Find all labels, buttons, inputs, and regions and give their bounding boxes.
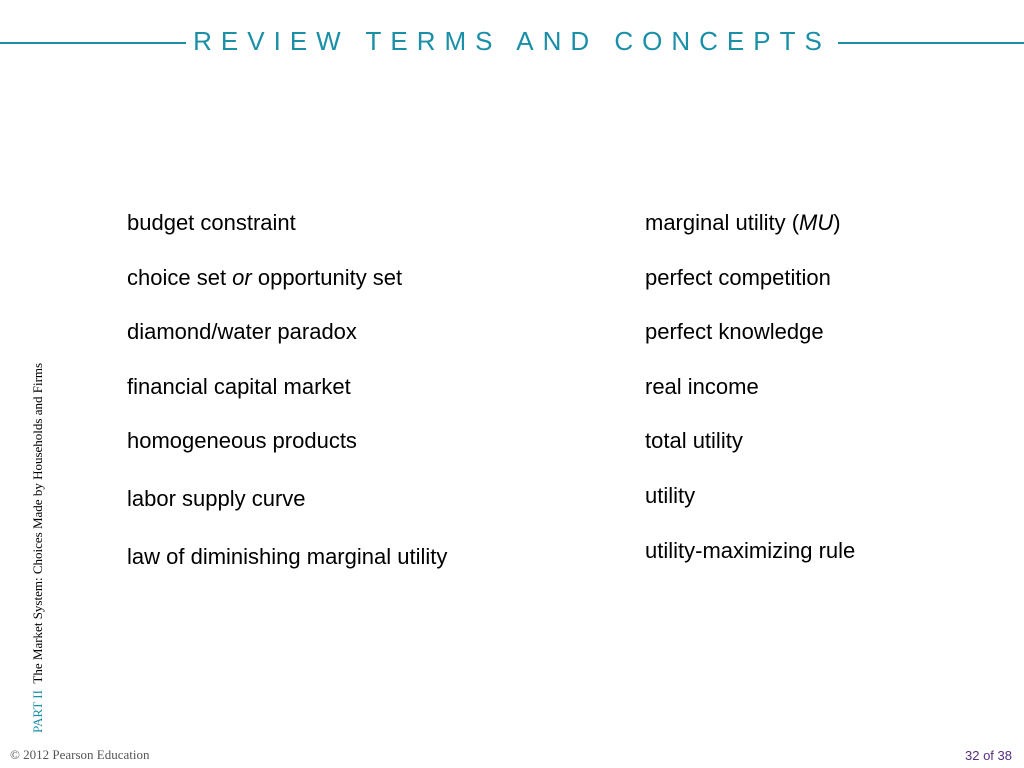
term-budget-constraint: budget constraint [127,210,296,235]
page-number: 32 of 38 [965,748,1012,763]
side-caption [30,363,46,733]
term-marginal-utility-pre: marginal utility ( [645,210,800,235]
term-utility: utility [645,483,696,508]
term-choice-set-or: or [232,265,252,290]
term-perfect-competition: perfect competition [645,265,831,290]
term-marginal-utility-post: ) [833,210,841,235]
term-utility-maximizing-rule: utility-maximizing rule [645,538,856,563]
title-rule-left [0,42,186,44]
term-diamond-water-paradox: diamond/water paradox [127,319,357,344]
term-real-income: real income [645,374,759,399]
term-choice-set-pre: choice set [127,265,233,290]
side-caption-part: PART II [30,690,45,733]
term-marginal-utility [645,210,841,236]
copyright: © 2012 Pearson Education [10,747,150,762]
term-perfect-knowledge: perfect knowledge [645,319,824,344]
term-financial-capital-market: financial capital market [127,374,351,399]
term-choice-set [127,265,402,291]
term-homogeneous-products: homogeneous products [127,428,357,453]
term-marginal-utility-mu: MU [799,210,834,235]
slide-title: REVIEW TERMS AND CONCEPTS [193,26,831,56]
title-rule-right [838,42,1024,44]
term-total-utility: total utility [645,428,743,453]
side-caption-subtitle: The Market System: Choices Made by Households and Firms [30,362,45,684]
term-choice-set-post: opportunity set [251,265,403,290]
term-labor-supply-curve: labor supply curve [127,486,306,511]
term-law-of-diminishing-marginal-utility: law of diminishing marginal utility [127,544,448,569]
